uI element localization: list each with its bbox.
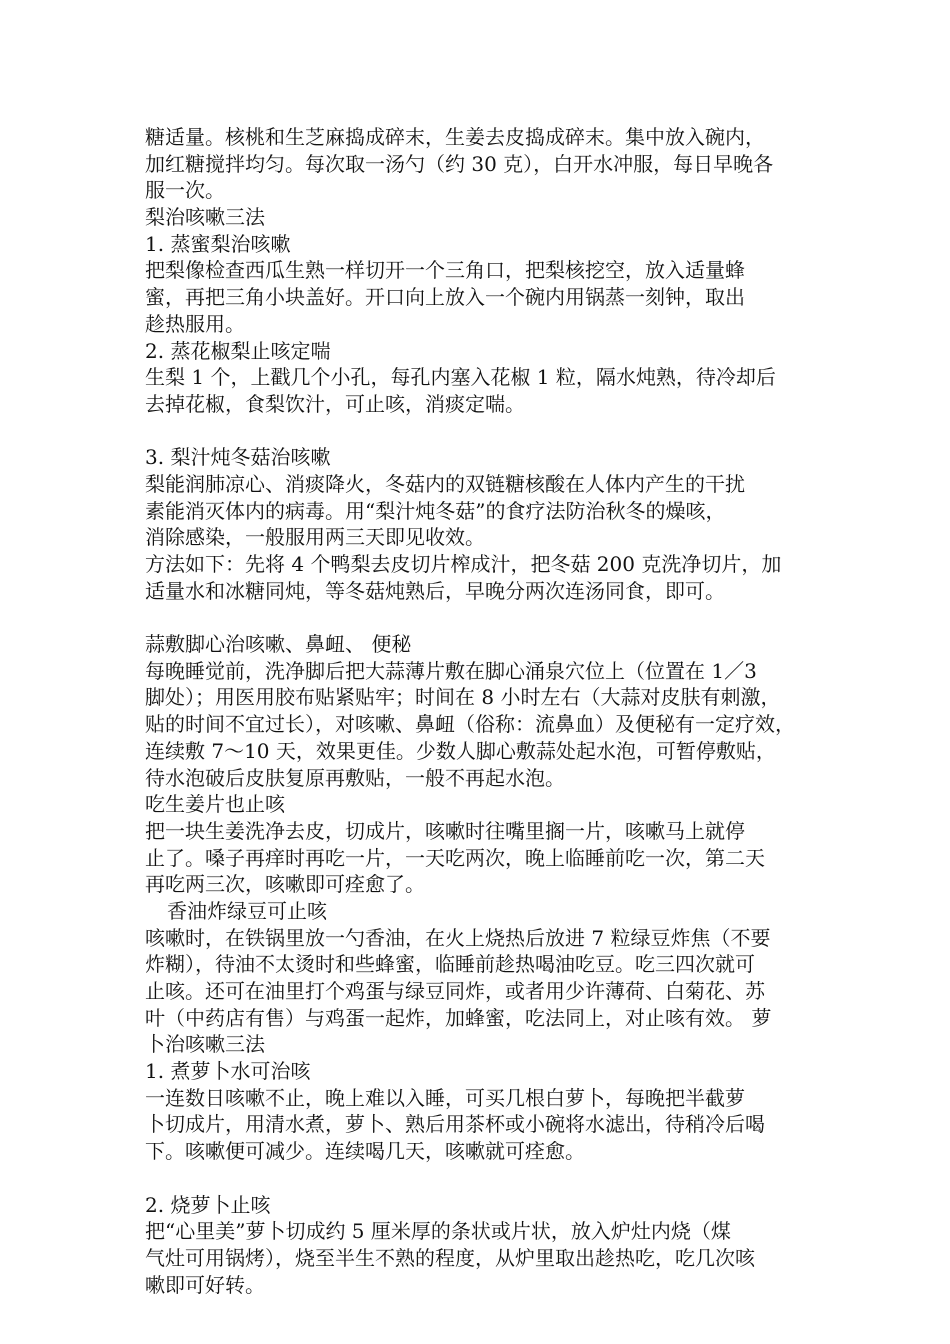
paragraph-line: 止咳。还可在油里打个鸡蛋与绿豆同炸，或者用少许薄荷、白菊花、苏 [145,979,765,1003]
paragraph-line: 适量水和冰糖同炖，等冬菇炖熟后，早晚分两次连汤同食，即可。 [145,578,725,603]
paragraph-line: 一连数日咳嗽不止，晚上难以入睡，可买几根白萝卜，每晚把半截萝 [145,1085,745,1110]
section-heading: 香油炸绿豆可止咳 [167,898,327,923]
subsection-heading: 3. 梨汁炖冬菇治咳嗽 [145,445,331,470]
section-heading: 梨治咳嗽三法 [145,205,265,230]
paragraph-line: 把一块生姜洗净去皮，切成片，咳嗽时往嘴里搁一片，咳嗽马上就停 [145,818,745,843]
paragraph-line: 炸糊），待油不太烫时和些蜂蜜，临睡前趁热喝油吃豆。吃三四次就可 [145,952,755,977]
paragraph-line: 趁热服用。 [145,311,245,336]
paragraph-line: 再吃两三次，咳嗽即可痊愈了。 [145,872,425,897]
subsection-heading: 1. 蒸蜜梨治咳嗽 [145,231,291,256]
paragraph-line: 生梨 1 个，上戳几个小孔，每孔内塞入花椒 1 粒，隔水炖熟，待冷却后 [145,365,776,390]
paragraph-line: 卜切成片，用清水煮，萝卜、熟后用茶杯或小碗将水滤出，待稍冷后喝 [145,1112,765,1137]
section-heading: 卜治咳嗽三法 [145,1032,265,1057]
paragraph-line: 消除感染，一般服用两三天即见收效。 [145,525,485,550]
paragraph-line: 方法如下：先将 4 个鸭梨去皮切片榨成汁，把冬菇 200 克洗净切片，加 [145,552,782,576]
subsection-heading: 2. 烧萝卜止咳 [145,1192,271,1217]
subsection-heading: 2. 蒸花椒梨止咳定喘 [145,338,331,363]
paragraph-line: 咳嗽时，在铁锅里放一勺香油，在火上烧热后放进 7 粒绿豆炸焦（不要 [145,925,771,950]
document-body [145,124,815,1298]
subsection-heading: 1. 煮萝卜水可治咳 [145,1059,311,1084]
blank-line [145,604,815,631]
paragraph-line: 每晚睡觉前，洗净脚后把大蒜薄片敷在脚心涌泉穴位上（位置在 1／3 [145,658,757,683]
blank-line [145,418,815,445]
paragraph-line: 贴的时间不宜过长），对咳嗽、鼻衄（俗称：流鼻血）及便秘有一定疗效， [145,712,795,737]
paragraph-line: 连续敷 7～10 天，效果更佳。少数人脚心敷蒜处起水泡，可暂停敷贴， [145,738,776,763]
paragraph-line: 素能消灭体内的病毒。用“梨汁炖冬菇”的食疗法防治秋冬的燥咳， [145,498,726,523]
blank-line [145,1165,815,1192]
section-heading: 吃生姜片也止咳 [145,792,285,817]
paragraph-line: 脚处）；用医用胶布贴紧贴牢；时间在 8 小时左右（大蒜对皮肤有刺激， [145,685,781,710]
paragraph-line: 服一次。 [145,178,225,203]
paragraph-line: 下。咳嗽便可减少。连续喝几天，咳嗽就可痊愈。 [145,1139,585,1164]
paragraph-line: 梨能润肺凉心、消痰降火，冬菇内的双链糖核酸在人体内产生的干扰 [145,471,745,496]
paragraph-line: 叶（中药店有售）与鸡蛋一起炸，加蜂蜜，吃法同上，对止咳有效。 萝 [145,1005,772,1030]
paragraph-line: 把“心里美”萝卜切成约 5 厘米厚的条状或片状，放入炉灶内烧（煤 [145,1219,731,1244]
paragraph-line: 气灶可用锅烤），烧至半生不熟的程度，从炉里取出趁热吃，吃几次咳 [145,1245,755,1270]
section-heading: 蒜敷脚心治咳嗽、鼻衄、 便秘 [145,632,412,657]
paragraph-line: 糖适量。核桃和生芝麻捣成碎末，生姜去皮捣成碎末。集中放入碗内， [145,125,765,149]
paragraph-line: 止了。嗓子再痒时再吃一片，一天吃两次，晚上临睡前吃一次，第二天 [145,845,765,870]
paragraph-line: 加红糖搅拌均匀。每次取一汤勺（约 30 克），白开水冲服，每日早晚各 [145,151,774,176]
paragraph-line: 待水泡破后皮肤复原再敷贴，一般不再起水泡。 [145,765,565,790]
paragraph-line: 嗽即可好转。 [145,1272,265,1297]
paragraph-line: 把梨像检查西瓜生熟一样切开一个三角口，把梨核挖空，放入适量蜂 [145,258,745,283]
paragraph-line: 去掉花椒，食梨饮汁，可止咳，消痰定喘。 [145,391,525,416]
paragraph-line: 蜜，再把三角小块盖好。开口向上放入一个碗内用锅蒸一刻钟，取出 [145,285,745,310]
